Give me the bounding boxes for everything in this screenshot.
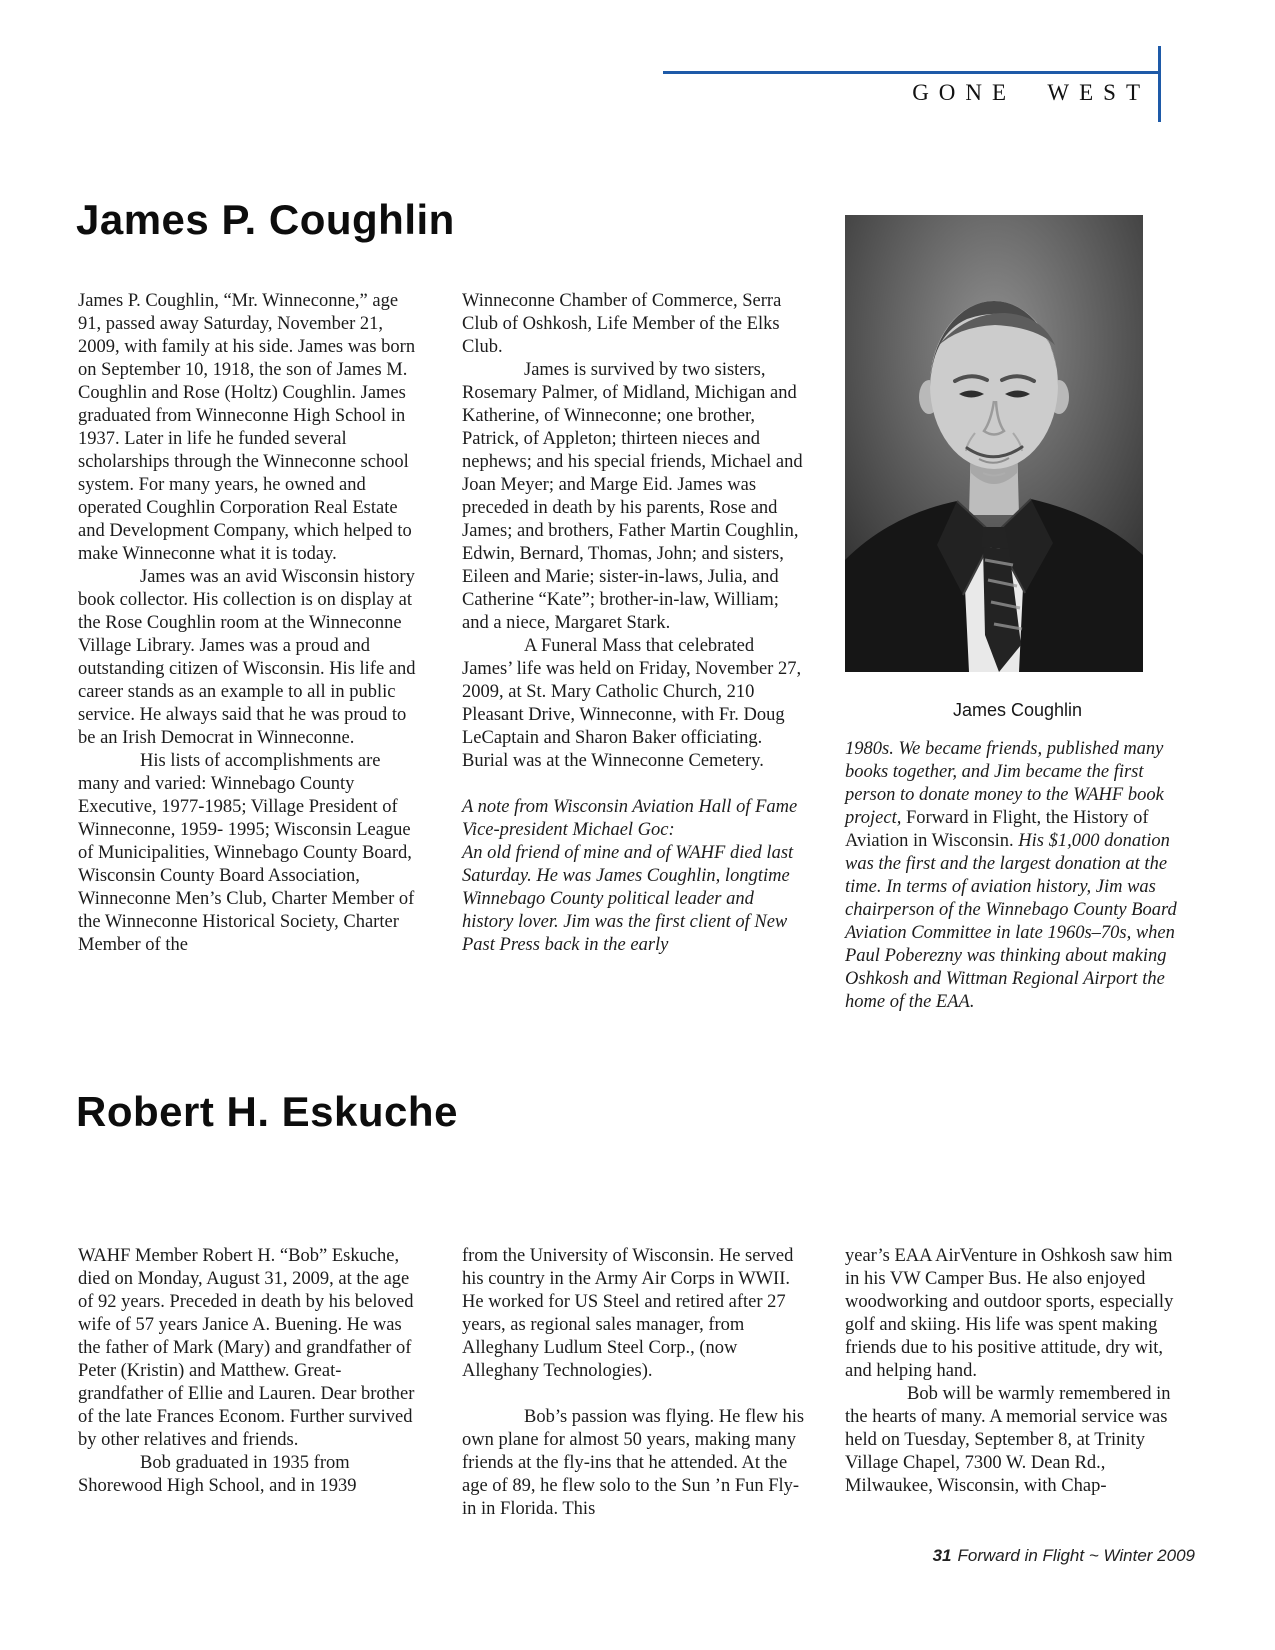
note-italic-tail: His $1,000 donation was the first and the largest donation at the time. In terms of aviation history, Jim was chairperson of the Winnebago County Board Aviation Committee in late 1960s–70s, when Paul Poberezny was thinking about making Oshkosh and Wittman Regional Airport the home of the EAA. (845, 831, 1177, 1012)
coughlin-column-3 (845, 738, 1190, 1014)
footer-magazine-title: Forward in Flight ~ Winter 2009 (957, 1546, 1195, 1565)
editor-note-intro: A note from Wisconsin Aviation Hall of Fame Vice-president Michael Goc: (462, 797, 798, 840)
paragraph: WAHF Member Robert H. “Bob” Eskuche, died on Monday, August 31, 2009, at the age of 92 years. Preceded in death by his beloved wife of 57 years Janice A. Buening. He was the father of Mark (Mary) and grandfather of Peter (Kristin) and Matthew. Great-grandfather of Ellie and Lauren. Dear brother of the late Frances Econom. Further survived by other relatives and friends. (78, 1246, 415, 1450)
eskuche-column-1 (78, 1245, 422, 1498)
book-title: Forward in Flight, the History of Aviation in Wisconsin. (845, 808, 1149, 851)
portrait-illustration (845, 215, 1143, 672)
obituary-title-coughlin: James P. Coughlin (76, 196, 455, 243)
portrait-photo (845, 215, 1143, 672)
paragraph: Bob’s passion was flying. He flew his own plane for almost 50 years, making many friends at the fly-ins that he attended. At the age of 89, he flew solo to the Sun ’n Fun Fly-in in Florida. This (462, 1407, 805, 1519)
paragraph: from the University of Wisconsin. He served his country in the Army Air Corps in WWII. He worked for US Steel and retired after 27 years, as regional sales manager, from Alleghany Ludlum Steel Corp., (now Alleghany Technologies). (462, 1246, 794, 1381)
obituary-title-eskuche: Robert H. Eskuche (76, 1088, 458, 1135)
paragraph: James was an avid Wisconsin history book collector. His collection is on display at the Rose Coughlin room at the Winneconne Village Library. James was a proud and outstanding citizen of Wisconsin. His life and career stands as an example to all in public service. He always said that he was proud to be an Irish Democrat in Winneconne. (78, 567, 416, 748)
coughlin-column-2 (462, 290, 806, 957)
photo-caption: James Coughlin (952, 700, 1083, 720)
eskuche-column-2 (462, 1245, 806, 1521)
paragraph: Winneconne Chamber of Commerce, Serra Club of Oshkosh, Life Member of the Elks Club. (462, 291, 782, 357)
paragraph: His lists of accomplishments are many and varied: Winnebago County Executive, 1977-1985; Village President of Winneconne, 1959- 1995; Wisconsin League of Municipalities, Winnebago County Board, Wisconsin County Board Association, Winneconne Men’s Club, Charter Member of the Winneconne Historical Society, Charter Member of the (78, 751, 415, 955)
footer-page-number: 31 (932, 1546, 952, 1565)
header-vertical-rule (1158, 46, 1161, 122)
coughlin-column-1 (78, 290, 422, 957)
paragraph: Bob will be warmly remembered in the hearts of many. A memorial service was held on Tuesday, September 8, at Trinity Village Chapel, 7300 W. Dean Rd., Milwaukee, Wisconsin, with Chap- (845, 1384, 1171, 1496)
eskuche-column-3 (845, 1245, 1190, 1498)
paragraph: James P. Coughlin, “Mr. Winneconne,” age 91, passed away Saturday, November 21, 2009, with family at his side. James was born on September 10, 1918, the son of James M. Coughlin and Rose (Holtz) Coughlin. James graduated from Winneconne High School in 1937. Later in life he funded several scholarships through the Winneconne school system. For many years, he owned and operated Coughlin Corporation Real Estate and Development Company, which helped to make Winneconne what it is today. (78, 291, 416, 564)
header-horizontal-rule (663, 71, 1159, 74)
paragraph: Bob graduated in 1935 from Shorewood High School, and in 1939 (78, 1453, 357, 1496)
section-label: GONE WEST (912, 80, 1150, 105)
editor-note-body: An old friend of mine and of WAHF died last Saturday. He was James Coughlin, longtime Winnebago County political leader and history lover. Jim was the first client of New Past Press back in the early (462, 843, 794, 955)
paragraph: James is survived by two sisters, Rosemary Palmer, of Midland, Michigan and Katherine, of Winneconne; one brother, Patrick, of Appleton; thirteen nieces and nephews; and his special friends, Michael and Joan Meyer; and Marge Eid. James was preceded in death by his parents, Rose and James; and brothers, Father Martin Coughlin, Edwin, Bernard, Thomas, John; and sisters, Eileen and Marie; sister-in-laws, Julia, and Catherine “Kate”; brother-in-law, William; and a niece, Margaret Stark. (462, 360, 803, 633)
note-italic-lead: 1980s. We became friends, published many books together, and Jim became the first person to donate money to the WAHF book project, (845, 739, 1164, 828)
paragraph: year’s EAA AirVenture in Oshkosh saw him in his VW Camper Bus. He also enjoyed woodworking and outdoor sports, especially golf and skiing. His life was spent making friends due to his positive attitude, dry wit, and helping hand. (845, 1246, 1174, 1381)
editor-note-continued (845, 738, 1190, 1014)
paragraph: A Funeral Mass that celebrated James’ life was held on Friday, November 27, 2009, at St. Mary Catholic Church, 210 Pleasant Drive, Winneconne, with Fr. Doug LeCaptain and Sharon Baker officiating. Burial was at the Winneconne Cemetery. (462, 636, 802, 771)
magazine-footer (700, 1546, 1195, 1566)
